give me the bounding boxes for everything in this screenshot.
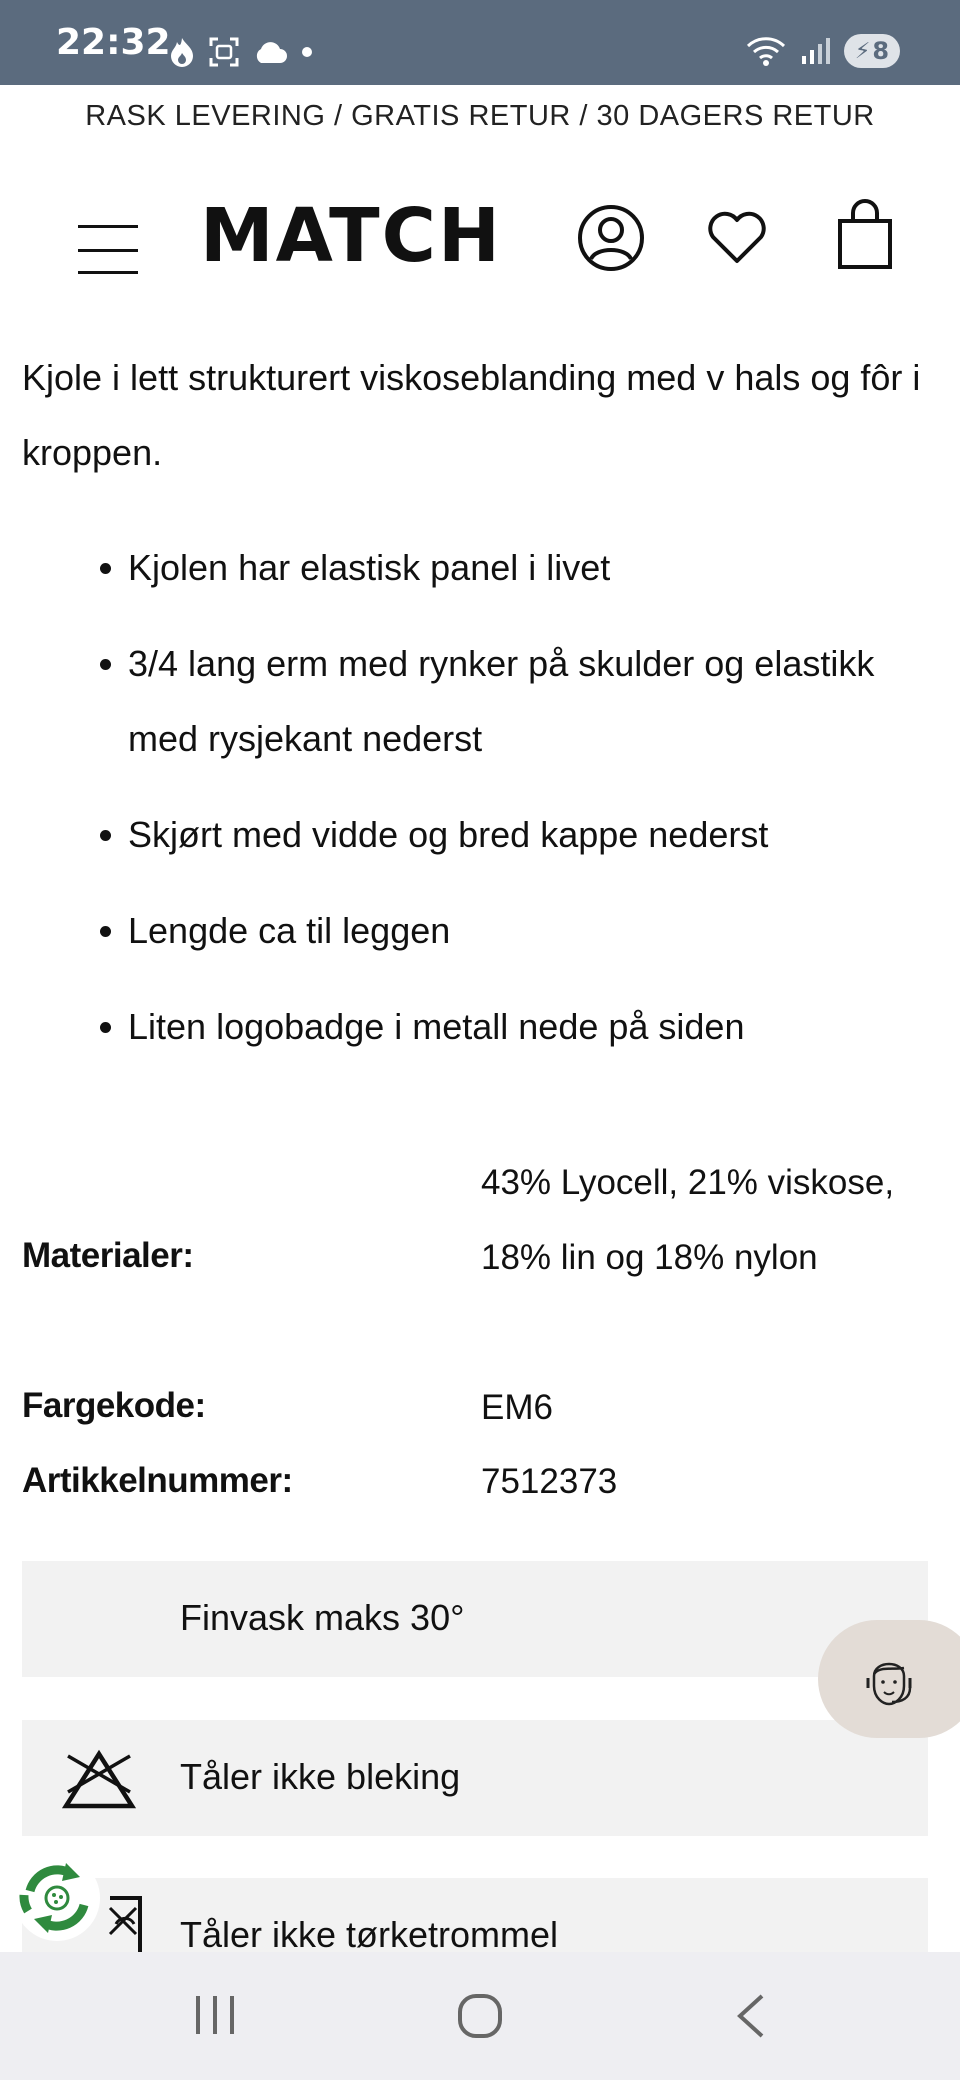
care-item-label: Tåler ikke tørketrommel xyxy=(180,1914,559,1952)
article-number-value: 7512373 xyxy=(481,1462,618,1501)
list-item: Lengde ca til leggen xyxy=(128,893,922,968)
recycle-icon xyxy=(14,1855,100,1941)
no-tumble-dry-icon xyxy=(106,1894,146,1952)
eco-badge-button[interactable] xyxy=(14,1855,100,1941)
status-bar xyxy=(0,0,960,85)
no-bleach-icon xyxy=(62,1748,136,1812)
care-item-label: Finvask maks 30° xyxy=(180,1597,465,1638)
site-header xyxy=(0,185,960,295)
feature-list xyxy=(22,530,922,1085)
product-description: Kjole i lett strukturert viskoseblanding med v hals og fôr i kroppen. xyxy=(22,357,921,473)
promo-banner: RASK LEVERING / GRATIS RETUR / 30 DAGERS RETUR xyxy=(85,100,875,132)
color-code-value: EM6 xyxy=(481,1388,553,1427)
dot-icon xyxy=(300,45,314,59)
care-item-bleach xyxy=(22,1720,928,1836)
home-icon[interactable] xyxy=(456,1992,504,2040)
battery-bolt-icon: ⚡ xyxy=(854,38,871,64)
care-item-wash xyxy=(22,1561,928,1677)
support-agent-icon xyxy=(862,1652,916,1710)
cloud-icon xyxy=(252,39,288,65)
status-notification-icons xyxy=(168,36,314,68)
list-item: Liten logobadge i metall nede på siden xyxy=(128,989,922,1064)
customer-support-button[interactable] xyxy=(818,1620,960,1738)
back-icon[interactable] xyxy=(734,1992,768,2040)
materials-value: 43% Lyocell, 21% viskose, 18% lin og 18% nylon xyxy=(481,1163,895,1277)
shopping-bag-icon[interactable] xyxy=(836,199,894,271)
battery-icon xyxy=(844,34,900,68)
flame-icon xyxy=(168,36,196,68)
wifi-icon xyxy=(746,35,786,67)
list-item: 3/4 lang erm med rynker på skulder og elastikk med rysjekant nederst xyxy=(128,626,922,776)
article-number-label: Artikkelnummer: xyxy=(22,1461,293,1500)
materials-label: Materialer: xyxy=(22,1236,194,1275)
wishlist-heart-icon[interactable] xyxy=(706,207,768,267)
status-system-icons xyxy=(746,34,900,68)
care-item-dryer xyxy=(22,1878,928,1952)
battery-level: 8 xyxy=(872,37,890,65)
status-time: 22:32 xyxy=(56,22,171,63)
signal-icon xyxy=(800,36,830,66)
screenshot-icon xyxy=(208,36,240,68)
care-item-label: Tåler ikke bleking xyxy=(180,1756,461,1797)
list-item: Skjørt med vidde og bred kappe nederst xyxy=(128,797,922,872)
list-item: Kjolen har elastisk panel i livet xyxy=(128,530,922,605)
recent-apps-icon[interactable] xyxy=(190,1992,240,2038)
site-logo[interactable]: MATCH xyxy=(200,193,502,279)
color-code-label: Fargekode: xyxy=(22,1386,206,1425)
menu-icon[interactable] xyxy=(78,205,138,255)
account-icon[interactable] xyxy=(576,203,646,273)
system-nav-bar xyxy=(0,1952,960,2080)
